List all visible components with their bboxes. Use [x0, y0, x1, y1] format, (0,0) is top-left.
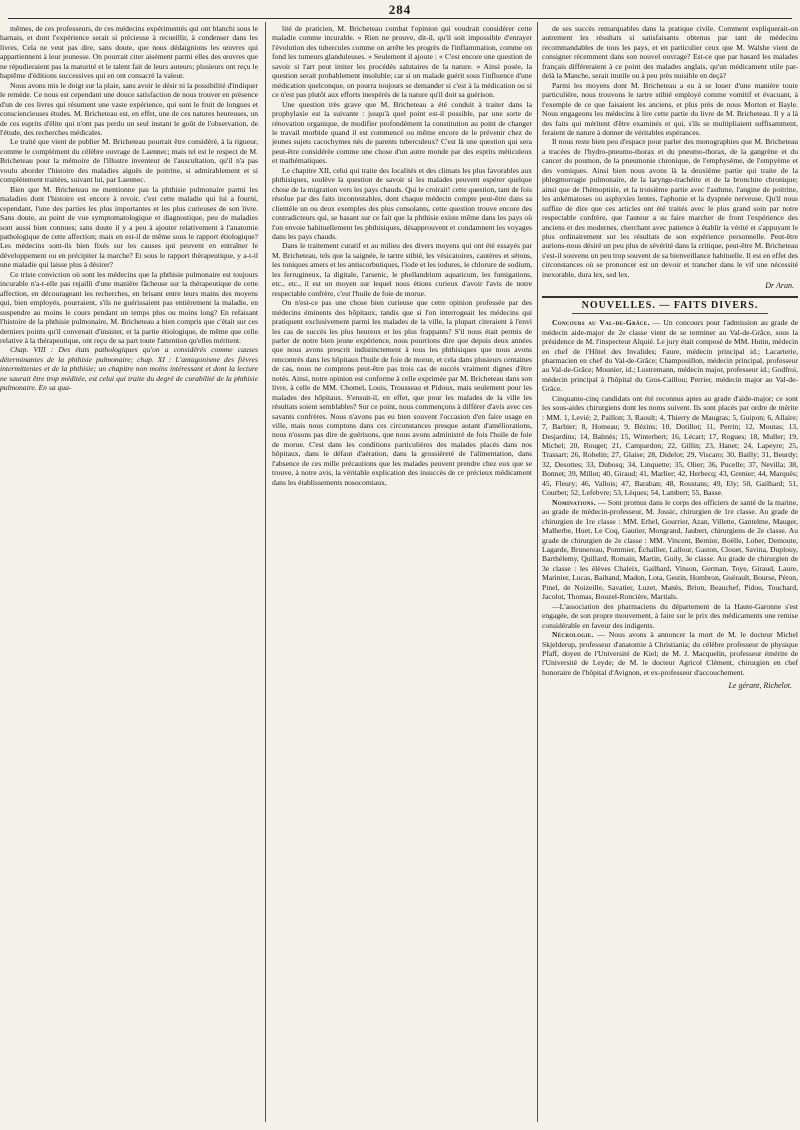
news-label: Concours au Val-de-Grâce.: [552, 318, 650, 328]
article-column-3: [542, 24, 798, 1124]
article-paragraph: Le chapitre XII, celui qui traite des localités et des climats les plus favorables aux phthisiques, soulève la question de savoir si les malades peuvent espérer quelque chose de la migration vers les pays chauds. Qui le croirait! cette question, tant de fois résolue par des faits incontestables, dont chaque médecin compte peut-être dans sa clientèle un ou deux exemples des plus consolants, cette question trouve encore des contradicteurs qui, se basant sur ce fait que la phthisie existe même dans les pays où l'on envoie habituellement les phthisiques, désapprouvent et condamnent les voyages dans les pays chauds.: [272, 165, 532, 241]
news-label: Nécrologie.: [552, 630, 594, 640]
article-column-1: [0, 24, 258, 1124]
article-paragraph-italic: Chap. VIII : Des états pathologiques qu'on a considérés comme causes déterminantes de la phthisie pulmonaire; chap. XI : L'antagonisme des fièvres intermittentes et de la phthisie; un chapitre non moins intéressant et dont la lecture ne saurait être trop méditée, est celui qui traite du degré de curabilité de la phthisie pulmonaire. En sa qua-: [0, 345, 258, 393]
page-number: 284: [388, 2, 412, 17]
news-item-necrologie: [542, 630, 798, 677]
column-separator-2: [537, 22, 538, 1122]
title-underline: [572, 313, 768, 314]
news-item-nominations: [542, 498, 798, 602]
news-text: — Nous avons à annoncer la mort de M. le docteur Michel Skjelderup, professeur d'anatomie à Christiania; du célèbre professeur de physique Pfaff, doyen de l'Université de Kiel; de M. J. Macquelin, professeur émérite de l'Université de Leyde; de M. le docteur Agricol Clément, chirurgien en chef honoraire de l'hôpital d'Avignon, et ex-professeur d'accouchement.: [542, 630, 798, 677]
top-rule: [8, 18, 792, 19]
news-text: — Un concours pour l'admission au grade de médecin aide-major de 2e classe vient de se terminer au Val-de-Grâce, sous la présidence de M. l'inspecteur Alquié. Le jury était composé de MM. Hutin, médecin en chef de l'Hôtel des Invalides; Faure, médecin principal id.; Lacarterie, pharmacien en chef du Val-de-Grâce; Champouillon, médecin principal, professeur au Val-de-Grâce; Mounier, id.; Lustremann, médecin major, professeur id.; Godfroi, médecin principal à l'hôpital du Gros-Caillou; Perrier, médecin major au Val-de-Grâce.: [542, 318, 798, 394]
article-paragraph: Parmi les moyens dont M. Bricheteau a eu à se louer d'une manière toute particulière, nous trouvons le tartre stibié employé comme vomitif et évacuant, à l'exemple de ce que faisaient les anciens, et plus près de nous Morton et Bayle. Nous engageons les médecins à lire cette partie du livre de M. Bricheteau. Il y a là des faits qui méritent d'être examinés et qui, s'ils se multipliaient suffisamment, feraient de nature à donner de véritables espérances.: [542, 80, 798, 137]
article-paragraph: mêmes, de ces professeurs, de ces médecins expérimentés qui ont blanchi sous le harnais, et dont l'expérience serait si précieuse à recueillir, à condenser dans les livres. Cela ne veut pas dire, sans doute, que nous dédaignions les œuvres qui appartiennent à leur jeunesse. On pourrait citer aisément parmi elles des œuvres que ne répudieraient pas la maturité et le talent fait de leurs auteurs; plusieurs ont reçu le baptême d'éditions successives qui en ont consacré la valeur.: [0, 24, 258, 81]
article-paragraph: Dans le traitement curatif et au milieu des divers moyens qui ont été essayés par M. Bricheteau, tels que la saignée, le tartre stibié, les vésicatoires, cautères et sétons, les toniques amers et les antiscorbutiques, l'iode et les iodures, le chlorure de sodium, les ferrugineux, la digitale, l'arsenic, le phellandrium aquaticum, les fumigations, etc., etc., il est un moyen sur lequel nous étions curieux d'avoir l'avis de notre respectable confrère, c'est l'huile de foie de morue.: [272, 241, 532, 298]
article-paragraph: lité de praticien, M. Bricheteau combat l'opinion qui voudrait considérer cette maladie comme incurable. « Rien ne prouve, dit-il, qu'il soit impossible d'enrayer l'évolution des tubercules comme on arrête les progrès de l'inflammation, comme on fond les tumeurs glanduleuses. » Seulement il ajoute : « C'est encore une question de savoir si l'art peut imiter les procédés salutaires de la nature. » Ainsi posée, la question serait probablement insoluble; car si un malade guérit sous l'influence d'une médication quelconque, on pourra toujours se demander si c'est à la médication ou si ce n'est pas plutôt aux efforts inespérés de la nature qu'il doit sa guérison.: [272, 24, 532, 100]
article-paragraph: Nous avons mis le doigt sur la plaie, sans avoir le désir ni la possibilité d'indiquer le remède. Ce nous est cependant une douce satisfaction de nous trouver en présence d'un de ces livres qui résument une vaste expérience, qui sont le fruit de longues et consciencieuses études. M. Bricheteau est, en effet, une de ces natures heureuses, un de ces esprits d'élite qui n'ont pas perdu un seul instant le goût de l'observation, de l'étude, des recherches médicales.: [0, 80, 258, 137]
article-paragraph: Il nous reste bien peu d'espace pour parler des monographies que M. Bricheteau a tracées de l'hydro-pneumo-thorax et du pneumo-thorax, de la gangrène et du cancer du poumon, de la pneumonie chronique, de l'emphysème, de l'empyème et des vomiques. Ainsi bien nous avons là la deuxième partie qui traite de la phlegmorragie pulmonaire, de la laryngo-trachéite et de la bronchite chronique; ainsi que de l'hémoptisie, et la troisième partie avec l'asthme, l'angine de poitrine, les ankématoses ou asphyxies lentes, l'aphonie et la dyspnée nerveuse. Qu'il nous suffise de dire que ces articles ont été traités avec le plus grand soin par notre respectable confrère, que l'auteur a su faire marcher de front l'expérience des anciens et des modernes, cherchant avec patience à établir la vérité et s'appuyant le plus ordinairement sur les résultats de son expérience personnelle. Peut-être aurions-nous désiré un peu plus de sévérité dans la critique, peut-être M. Bricheteau s'est-il souvenu un peu trop souvent de sa bienveillance habituelle. Il est en effet des circonstances où se prononcer est un devoir et trancher dans le vif une nécessité inexorable, dura lex, sed lex.: [542, 137, 798, 279]
section-divider: [542, 296, 798, 298]
article-paragraph: Ce triste conviction où sont les médecins que la phthisie pulmonaire est toujours incurable n'a-t-elle pas rejailli d'une manière fâcheuse sur la thérapeutique de cette affection, en décourageant les recherches, en brisant entre leurs mains des moyens qui, bien employés, pourraient, s'ils ne guérissaient pas entièrement la maladie, en suspendre au moins le cours pendant un temps plus ou moins long? En refaisant l'histoire de la phthisie pulmonaire, M. Bricheteau a bien compris que c'était sur ces derniers points qu'il convenait d'insister, et la partie étiologique, de même que celle relative à la thérapeutique, ont reçu de sa part toute l'attention qu'elles méritent.: [0, 269, 258, 345]
news-text: — Sont promus dans le corps des officiers de santé de la marine, au grade de médecin-professeur, M. Jossic, chirurgien de 1re classe. Au grade de chirurgien de 1re classe : MM. Erhel, Gourrier, Azan, Villette, Gantelme, Mauger, Malherbe, Huet, Le Coq, Gautier, Mongrand, Jaubert, chirurgiens de 2e classe. Au grade de chirurgien de 2e classe : MM. Vincent, Bernier, Boëlle, Loher, Demoute, Lagarde, Brunereau, Pommier, Échallier, Lallour, Gaston, Clouet, Savina, Duplouy, Barthélemy, Quillard, Romain, Martin, Guily, 3e classe. Au grade de chirurgien de 3e classe : les élèves Chaleix, Gailhard, Vinson, German, Toye, Giraud, Laure, Marinier, Lucas, Baiband, Madon, Lota, Gestin, Hombron, Guérault, Bourse, Péron, Pinel, de Noizeille, Savatier, Luzet, Manès, Brion, Beauchef, Pidou, Touchard, Jacolot, Thomas, Bouzel-Roncière, Martials.: [542, 497, 798, 602]
news-item-association: —L'association des pharmaciens du département de la Haute-Garonne s'est engagée, de son propre mouvement, à faire sur le prix des médicaments une remise considérable en faveur des indigents.: [542, 601, 798, 630]
gerant-signature: Le gérant, Richelot.: [728, 681, 792, 691]
article-paragraph: de ses succès remarquables dans la pratique civile. Comment expliquerait-on autrement les résultats si satisfaisants obtenus par tant de médecins recommandables de tous les pays, et en particulier ceux que M. Walshe vient de consigner récemment dans son nouvel ouvrage? Est-ce que par hasard les malades français différeraient à ce point des malades anglais, qu'un médicament utile par-delà la Manche, serait inutile ou à peu près nuisible en deçà?: [542, 24, 798, 81]
column-separator-1: [265, 22, 266, 1122]
author-signature: Dr Aran.: [765, 281, 794, 291]
news-item-candidates: Cinquante-cinq candidats ont été reconnus aptes au grade d'aide-major; ce sont les sous-aides chirurgiens dont les noms suivent. Ils sont placés par ordre de mérite : MM. 1, Levié; 2, Paillon; 3, Raoult; 4, Thierry de Maugras; 5, Guipon; 6, Allaire; 7, Barbier; 8, Homeau; 9, Bézins; 10, Dotillot; 11, Perrin; 12, Moutas; 13, Desjardins; 14, Balmès; 15, Winterbert; 16, Lécart; 17, Rogues; 18, Muller; 19, Michel; 20, Rouget; 21, Campardon; 22, Gillin; 23, Hanet; 24, Lapeyre; 25, Trassart; 26, Robelin; 27, Glaise; 28, Didelot; 29, Viscaro; 30, Bailly; 31, Beurdy; 32, Desottes; 33, Dubosq; 34, Linquette; 35, Olier; 36, Pucelle; 37, Nevilla; 38, Bonnet; 39, Millot; 40, Giraud; 41, Marlier; 42, Herbecq; 43, Grenier; 44, Marquès; 45, Fleury; 46, Vallois; 47, Baraban; 48, Roustans; 49, Ely; 50, Gailhard; 51, Courbet; 52, Lefebvre; 53, Lèques; 54, Lambert; 55, Basse.: [542, 393, 798, 498]
article-paragraph: Bien que M. Bricheteau ne mentionne pas la phthisie pulmonaire parmi les maladies dont l'histoire est encore à revoir, c'est cette maladie qui lui a fourni, cependant, l'une des parties les plus importantes et les plus curieuses de son livre. Sans doute, au point de vue symptomatologique et diagnostique, peu de maladies sont aussi bien connues; sans doute il y a peu à ajouter relativement à l'anatomie pathologique de cette affection; mais en est-il de même sous le rapport étiologique? Les médecins sont-ils bien fixés sur les causes qui peuvent en entraîner le développement ou en précipiter la marche? Et sous le rapport thérapeutique, y a-t-il une maladie qui laisse plus à désirer?: [0, 184, 258, 270]
section-title: NOUVELLES. — FAITS DIVERS.: [581, 299, 759, 311]
news-item-concours: [542, 318, 798, 394]
article-column-2: [272, 24, 532, 1124]
article-paragraph: Une question très grave que M. Bricheteau a été conduit à traiter dans la prophylaxie est la suivante : jusqu'à quel point est-il possible, par une sorte de rénovation organique, de modifier profondément la constitution au point de changer le travail morbide quand il est commencé ou même encore de le prévenir chez de jeunes sujets cacochymes nés de parents tuberculeux? C'est là une question qui sera peut-être considérée comme une chose d'un autre monde par des esprits méticuleux et mathématiques.: [272, 99, 532, 166]
article-paragraph: On n'est-ce pas une chose bien curieuse que cette opinion professée par des médecins éminents des hôpitaux, tandis que si l'on interrogeait les médecins qui pratiquent exclusivement parmi les malades de la ville, la plupart citeraient à l'envi les cas de succès les plus heureux et les plus frappants? S'il nous était permis de parler de notre bien jeune expérience, nous pourrions dire que depuis deux années que nous avons prescrit indistinctement à tous les phthisiques que nous avons rencontrés dans les hôpitaux l'huile de foie de morue, et cela dans plusieurs centaines de cas, nous ne comptons peut-être pas trois cas de succès vraiment dignes d'être notés. Ainsi, notre opinion est conforme à celle exprimée par M. Bricheteau dans son livre, à celle de MM. Chomel, Louis, Trousseau et Pidoux, mais seulement pour les malades des hôpitaux. S'ensuit-il, en effet, que pour les malades de la ville les résultats soient semblables? Sur ce point, nous commençons à différer d'avis avec ces savants confrères. Nous n'avons pas eu bien souvent l'occasion d'en faire usage en ville, mais nous comptons dans ces circonstances presque autant d'améliorations, nous n'osons pas dire de guérisons, que nous avons administré de fois l'huile de foie de morue. C'est dans les conditions particulières des malades placés dans nos hôpitaux, dans le défaut d'aération, dans la grossièreté de l'alimentation, dans l'absence de ces mille précautions que les malades peuvent prendre chez eux que se trouve, à notre avis, la véritable explication des insuccès de ce précieux médicament dans les établissements nosocomiaux,: [272, 298, 532, 487]
news-label: Nominations.: [552, 497, 596, 507]
article-paragraph: Le traité que vient de publier M. Bricheteau pourrait être considéré, à la rigueur, comme le complément du célèbre ouvrage de Laennec; mais tel est le respect de M. Bricheteau pour la mémoire de l'illustre inventeur de l'auscultation, qu'il n'a pas voulu aborder l'histoire des maladies aiguës de poitrine, si admirablement et si complètement traitées, suivant lui, par Laennec.: [0, 137, 258, 185]
